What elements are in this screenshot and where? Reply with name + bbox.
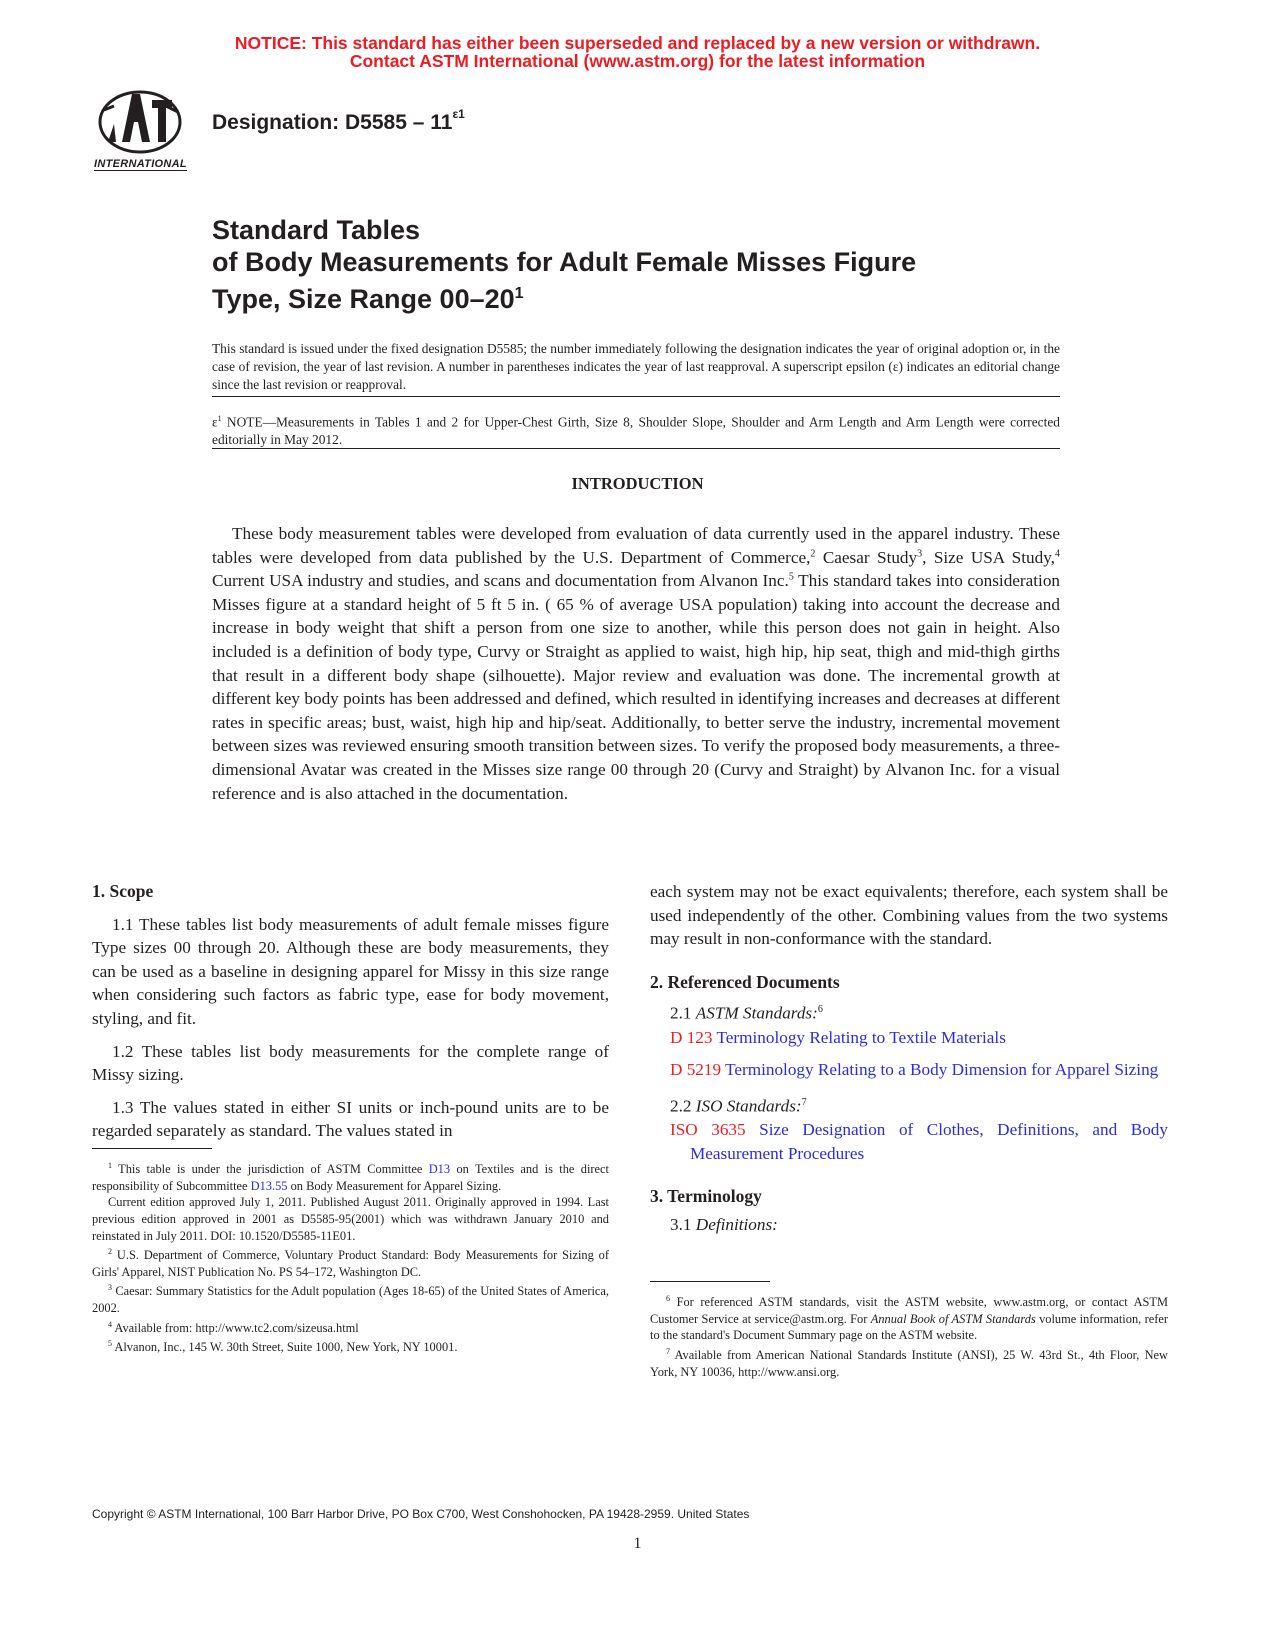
- fn2-text: U.S. Department of Commerce, Voluntary Product Standard: Body Measurements for Sizing of Girls' Apparel, NIST Publication No. PS 54–172, Washington DC.: [92, 1248, 609, 1279]
- divider-top: [212, 396, 1060, 397]
- footnote-2: [92, 1244, 609, 1280]
- fn1-link-d13[interactable]: D13: [428, 1162, 451, 1177]
- footnotes-left: [92, 1158, 609, 1356]
- fn5-sup: 5: [108, 1339, 112, 1349]
- ref-d123-code[interactable]: D 123: [670, 1027, 713, 1047]
- fn4-text: Available from: http://www.tc2.com/sizeusa.html: [112, 1320, 359, 1335]
- intro-part-5: This standard takes into consideration Misses figure at a standard height of 5 ft 5 in. ( 65 % of average USA population) taking into account the decrease and increase in body weight that shift a person from one size to another, while this person does not gain in height. Also included is a definition of body type, Curvy or Straight as applied to waist, high hip, hip seat, thigh and mid-thigh girths that result in a different body shape (silhouette). Major review and evaluation was done. The incremental growth at different key body points has been addressed and defined, which resulted in identifying increases and decreases at different rates in specific areas; bust, waist, high hip and hip/seat. Additionally, to better serve the industry, incremental movement between sizes was reviewed ensuring smooth transition between sizes. To verify the proposed body measurements, a three-dimensional Avatar was created in the Misses size range 00 through 20 (Curvy and Straight) by Alvanon Inc. for a visual reference and is also attached in the documentation.: [212, 571, 1061, 803]
- definitions-text: Definitions:: [695, 1215, 778, 1234]
- astm-standards-label: [650, 998, 1168, 1025]
- fn6-text-a: For referenced ASTM standards, visit the ASTM website, www.astm.org, or contact ASTM Customer Service at service@astm.org. For: [650, 1295, 1168, 1326]
- astm-sup: 6: [817, 1004, 823, 1016]
- astm-label: ASTM Standards:: [695, 1004, 818, 1024]
- footnote-rule-left: [92, 1148, 212, 1149]
- notice-line-1: NOTICE: This standard has either been superseded and replaced by a new version or withdrawn.: [234, 33, 1041, 53]
- fn6-italic: Annual Book of ASTM Standards: [870, 1311, 1036, 1326]
- astm-num: 2.1: [670, 1004, 696, 1024]
- introduction-text: [212, 522, 1060, 805]
- reference-iso3635[interactable]: [670, 1118, 1168, 1165]
- footnote-7: [650, 1344, 1168, 1380]
- footnote-edition: Current edition approved July 1, 2011. Published August 2011. Originally approved in 1994. Last previous edition approved in 2001 as D5585-95(2001) which was withdrawn January 2010 and reinstated in July 2011. DOI: 10.1520/D5585-11E01.: [92, 1195, 609, 1243]
- scope-1-3: 1.3 The values stated in either SI units or inch-pound units are to be regarded separately as standard. The values stated in: [92, 1097, 609, 1141]
- scope-heading: 1. Scope: [92, 881, 154, 901]
- left-column: [92, 880, 609, 1152]
- intro-sup-4: 4: [1054, 547, 1060, 559]
- intro-sup-5: 5: [788, 571, 794, 583]
- epsilon-note-text: NOTE—Measurements in Tables 1 and 2 for Upper-Chest Girth, Size 8, Shoulder Slope, Shoulder and Arm Length and Arm Length were corrected editorially in May 2012.: [212, 414, 1060, 448]
- ref-d5219-title[interactable]: Terminology Relating to a Body Dimension for Apparel Sizing: [721, 1060, 1159, 1080]
- fn7-text: Available from American National Standards Institute (ANSI), 25 W. 43rd St., 4th Floor, New York, NY 10036, http://www.ansi.org.: [650, 1348, 1168, 1379]
- intro-part-1: These body measurement tables were developed from evaluation of data currently used in the apparel industry. These tables were developed from data published by the U.S. Department of Commerce,: [212, 524, 1060, 567]
- intro-part-3: , Size USA Study,: [922, 547, 1055, 567]
- document-title: [212, 214, 1112, 315]
- fn2-sup: 2: [108, 1247, 112, 1257]
- terminology-heading: 3. Terminology: [650, 1186, 762, 1207]
- fn1-text-c: on Body Measurement for Apparel Sizing.: [287, 1178, 502, 1193]
- standard-note: This standard is issued under the fixed designation D5585; the number immediately following the designation indicates the year of original adoption or, in the case of revision, the year of last revision. A number in parentheses indicates the year of last reapproval. A superscript epsilon (ε) indicates an editorial change since the last revision or reapproval.: [212, 341, 1060, 392]
- designation-sup: ε1: [452, 107, 465, 121]
- intro-part-2: Caesar Study: [815, 547, 918, 567]
- footnotes-right: [650, 1291, 1168, 1380]
- definitions-label: [650, 1213, 1168, 1237]
- fn4-sup: 4: [108, 1319, 112, 1329]
- scope-1-2: 1.2 These tables list body measurements for the complete range of Missy sizing.: [92, 1041, 609, 1085]
- designation: [212, 107, 465, 135]
- footnote-6: [650, 1291, 1168, 1344]
- fn1-link-d1355[interactable]: D13.55: [250, 1178, 288, 1193]
- fn6-text-b: volume information, refer to the standard's Document Summary page on the ASTM website.: [650, 1311, 1168, 1343]
- iso-label: ISO Standards:: [695, 1096, 802, 1116]
- title-sup: 1: [514, 285, 524, 302]
- fn1-text-b: on Textiles and is the direct responsibility of Subcommittee: [92, 1162, 609, 1193]
- introduction-heading: INTRODUCTION: [571, 474, 704, 493]
- ref-d5219-code[interactable]: D 5219: [670, 1060, 722, 1080]
- epsilon-note: [212, 410, 1060, 449]
- fn1-sup: 1: [108, 1161, 112, 1170]
- ref-d123-title[interactable]: Terminology Relating to Textile Materials: [712, 1027, 1006, 1047]
- logo-text: INTERNATIONAL: [94, 158, 187, 170]
- fn7-sup: 7: [666, 1346, 670, 1356]
- notice-line-2: Contact ASTM International (www.astm.org) for the latest information: [349, 51, 926, 71]
- ref-iso3635-code[interactable]: ISO 3635: [670, 1120, 746, 1140]
- astm-logo: [92, 84, 202, 180]
- definitions-num: 3.1: [670, 1215, 696, 1234]
- footnote-1: [92, 1158, 609, 1194]
- title-line-1: Standard Tables: [212, 215, 421, 245]
- iso-sup: 7: [801, 1096, 807, 1108]
- scope-1-1: 1.1 These tables list body measurements of adult female misses figure Type sizes 00 through 20. Although these are body measurements, they can be used as a baseline in designing apparel for Missy in this size range when considering such factors as fabric type, ease for body movement, styling, and fit.: [92, 914, 609, 1028]
- fn1-text-a: This table is under the jurisdiction of ASTM Committee: [112, 1162, 429, 1177]
- footnote-5: [92, 1336, 609, 1356]
- footnote-4: [92, 1317, 609, 1337]
- footnote-rule-right: [650, 1281, 770, 1282]
- iso-standards-label: [650, 1091, 1168, 1118]
- intro-sup-3: 3: [917, 547, 923, 559]
- reference-d123[interactable]: [670, 1026, 1168, 1050]
- intro-part-4: Current USA industry and studies, and scans and documentation from Alvanon Inc.: [212, 571, 789, 591]
- page-number: 1: [633, 1535, 642, 1552]
- scope-1-3-continued: each system may not be exact equivalents; therefore, each system shall be used independently of the other. Combining values from the two systems may result in non-conformance with the standard.: [650, 882, 1168, 949]
- reference-d5219[interactable]: [670, 1058, 1168, 1082]
- footnote-3: [92, 1280, 609, 1316]
- references-heading: 2. Referenced Documents: [650, 971, 840, 992]
- fn5-text: Alvanon, Inc., 145 W. 30th Street, Suite 1000, New York, NY 10001.: [112, 1340, 458, 1355]
- divider-bottom: [212, 448, 1060, 449]
- intro-sup-2: 2: [810, 547, 816, 559]
- right-column: [650, 880, 1168, 1246]
- fn3-text: Caesar: Summary Statistics for the Adult population (Ages 18-65) of the United States of America, 2002.: [92, 1284, 609, 1316]
- ref-iso3635-title[interactable]: Size Designation of Clothes, Definitions, and Body Measurement Procedures: [690, 1120, 1168, 1163]
- fn6-sup: 6: [666, 1294, 670, 1303]
- designation-label: Designation: D5585 – 11: [212, 111, 453, 134]
- epsilon-symbol: ε: [212, 414, 218, 430]
- title-line-2: of Body Measurements for Adult Female Misses Figure: [212, 247, 917, 277]
- fn3-sup: 3: [108, 1283, 112, 1293]
- iso-num: 2.2: [670, 1096, 696, 1116]
- copyright: Copyright © ASTM International, 100 Barr Harbor Drive, PO Box C700, West Conshohocken, PA 19428-2959. United States: [92, 1507, 750, 1521]
- epsilon-sup: 1: [217, 414, 222, 423]
- title-line-3: Type, Size Range 00–20: [212, 284, 515, 314]
